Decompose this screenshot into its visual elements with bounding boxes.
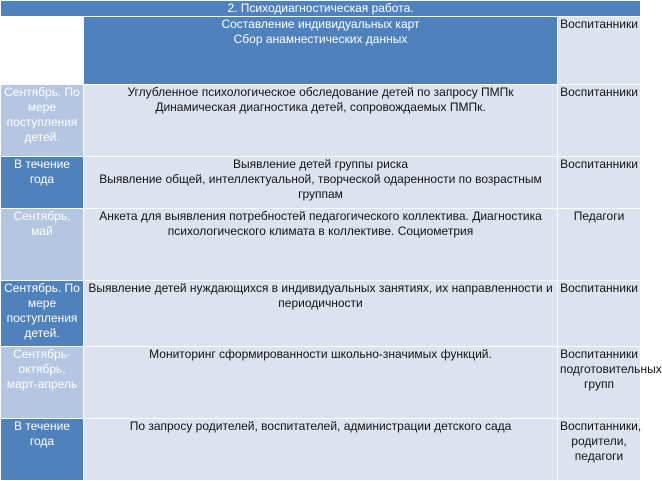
content-cell: [84, 419, 558, 481]
content-cell: [84, 281, 558, 347]
content-line: Выявление детей нуждающихся в индивидуальных занятиях, их направленности и периодичности: [88, 281, 553, 310]
content-line: Выявление общей, интеллектуальной, творческой одаренности по возрастным группам: [99, 172, 542, 201]
responsible-cell: Воспитанники подготовительных групп: [558, 347, 641, 419]
responsible-cell: Воспитанники, родители, педагоги: [558, 419, 641, 481]
table-row: [1, 419, 641, 481]
responsible-cell: Воспитанники: [558, 157, 641, 209]
table-row: [1, 17, 641, 85]
content-line: Составление индивидуальных карт: [221, 17, 420, 31]
content-line: Анкета для выявления потребностей педагогического коллектива. Диагностика психологического климата в коллективе. Социометрия: [99, 209, 542, 238]
period-cell: Сентябрь. По мере поступления детей.: [1, 17, 84, 85]
content-line: Углубленное психологическое обследование детей по запросу ПМПк: [127, 85, 514, 99]
responsible-cell: Воспитанники: [558, 281, 641, 347]
period-cell: Сентябрь. По мере поступления детей.: [1, 281, 84, 347]
responsible-cell: Воспитанники: [558, 17, 641, 85]
content-cell: [84, 157, 558, 209]
table-header-row: [1, 1, 641, 17]
period-cell: В течение года: [1, 419, 84, 481]
content-cell: [84, 209, 558, 281]
content-line: Мониторинг сформированности школьно-значимых функций.: [149, 347, 492, 361]
content-line: Выявление детей группы риска: [232, 157, 409, 171]
table-row: [1, 85, 641, 157]
content-cell: [84, 347, 558, 419]
table-row: [1, 157, 641, 209]
content-cell: [84, 85, 558, 157]
period-cell: Сентябрь-октябрь, март-апрель: [1, 347, 84, 419]
content-line: По запросу родителей, воспитателей, администрации детского сада: [129, 419, 512, 433]
table-row: [1, 347, 641, 419]
responsible-cell: Педагоги: [558, 209, 641, 281]
period-cell: В течение года: [1, 157, 84, 209]
table-row: [1, 209, 641, 281]
section-title: 2. Психодиагностическая работа.: [1, 1, 641, 17]
content-line: Динамическая диагностика детей, сопровождаемых ПМПк.: [155, 100, 486, 114]
content-cell: [84, 17, 558, 85]
table-row: [1, 281, 641, 347]
content-line: Сбор анамнестических данных: [233, 32, 408, 46]
responsible-cell: Воспитанники: [558, 85, 641, 157]
period-cell: Сентябрь, май: [1, 209, 84, 281]
period-cell: Сентябрь. По мере поступления детей.: [1, 85, 84, 157]
